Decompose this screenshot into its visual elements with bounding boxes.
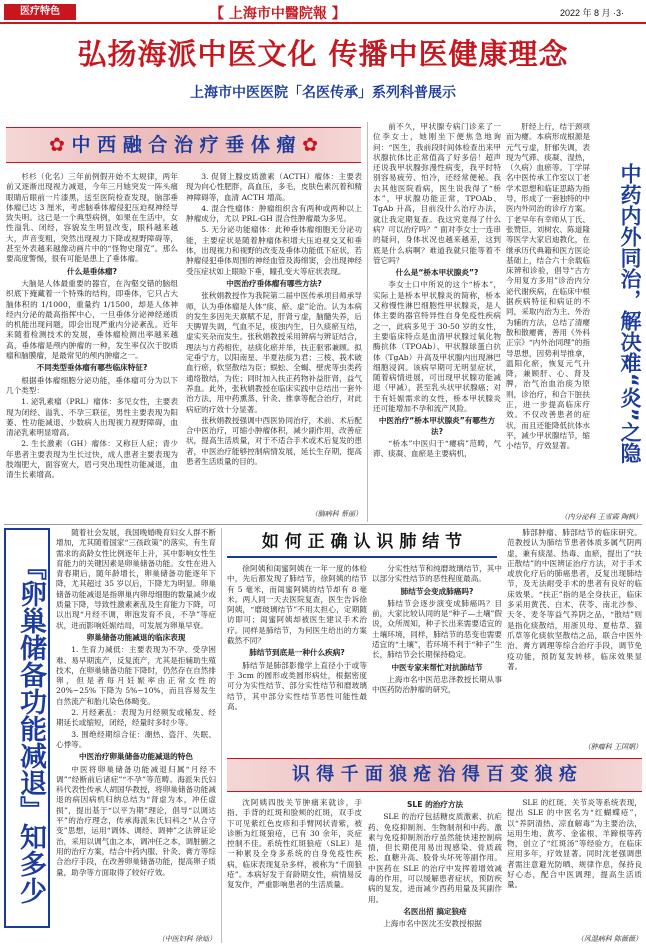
article1-intro: 杉杉（化名）三年前例假开始不太规律，两年前又逐渐出现视力减退，今年三月她突发一阵头痛眼睛后眼前一片漆黑，送至医院检查发现，脑部垂体瘤已达 3 厘米，考虑脑垂体瘤侵犯压迫视神经导致失明。这已是一个典型病例，如果在生活中，女性溢乳、闭经，容貌发生明显改变，眼科越来越大，声音变粗，突然出现视力下降或视野障碍等，甚至外表越来越像动画片中的“怪物史瑞克”。那么要高度警惕，很有可能是患上了垂体瘤。 <box>6 172 178 264</box>
article4-paragraph: 肺结节会逐步演变成肺癌吗？目前，大家比较认同的是“种子—土壤”假说，众所周知，种子长出来需要适宜的土壤环境，同样，肺结节的恶变也需要适宜的“土壤”，若环境不利于“种子”生长，肺结节会长期保持稳定。 <box>372 598 502 660</box>
issue-date: 2022 年 8 月 ·3· <box>560 8 625 18</box>
section-tag: 医疗特色 <box>4 4 76 20</box>
article4-paragraph: 徐阿姨和闺蜜阿姨在一年一度的体检中，先后都发现了肺结节，徐阿姨的结节有 5 毫米，而闺蜜阿姨的结节却有 8 毫米。两人同一天去医院复查，医生告诉徐阿姨，“磨玻璃结节”不用太担心，定期随访即可；闺蜜阿姨却被医生建议手术治疗。同样是肺结节，为何医生给出的方案截然不同？ <box>227 564 367 646</box>
article2-col2 <box>506 122 590 510</box>
article1-paragraph: 张秋娟教授强调中西医协同治疗，术前、术后配合中医治疗，可缩小肿瘤体积，减少副作用，改善症状，提高生活质量，对于不适合手术或术后复发的患者，中医治疗能够控制病情发展，延长生存期，提高患者生活质量的目的。 <box>186 415 362 467</box>
lead-title: 弘扬海派中医文化 传播中医健康理念 <box>77 37 569 71</box>
flower-icon: ✿ <box>48 134 72 156</box>
article1-col2 <box>186 172 362 508</box>
article5-byline: （风湿病科 陈薇薇） <box>576 935 642 943</box>
article5-paragraph: SLE 的治疗包括糖皮质激素、抗疟药、免疫抑制剂、生物制剂和中药。激素与免疫抑制剂治疗虽然能快速控制病情，但长期使用易出现感染、骨质疏松、血糖升高、股骨头坏死等副作用。中医药在 SLE 的治疗中发挥着增效减毒的作用，可以缓解患者症状，预防疾病的复发，进而减少西药用量及其副作用。 <box>368 812 502 904</box>
article4-paragraph: 上海市名中医范忠泽教授长期从事中医药防治肿瘤的研究， <box>372 674 502 695</box>
article3-title: 『卵巢储备功能减退』知多少 <box>4 528 50 928</box>
article1-title: 中 西 融 合 治 疗 垂 体 瘤 <box>71 134 296 156</box>
article5-paragraph: SLE 的红斑、关节炎等系统表现，提出 SLE 的中医名为“红蝴蝶疮”，以“养阴清热、凉血解毒”为主要治法，运用生地、黄芩、金雀根、羊蹄根等药物，创立了“红斑汤”等经验方，在临床应用多年，疗效显著。同时沈老强调患者需注意避光防晒、规律作息，保持良好心态，配合中医调理，提高生活质量。 <box>507 798 642 890</box>
article5-paragraph: 上海市名中医沈丕安教授根据 <box>383 919 482 929</box>
article5-col2 <box>368 798 502 938</box>
article2-heading: 中医治疗“桥本甲状腺炎”有哪些方法? <box>378 416 496 436</box>
article1-paragraph: 3. 促肾上腺皮质激素（ACTH）瘤体：主要表现为向心性肥胖，高血压，多毛，皮肤色素沉着和精神障碍等，血清 ACTH 增高。 <box>186 172 362 202</box>
article4-col3 <box>507 528 642 738</box>
article1-paragraph: 大脑是人体最重要的器官，在沟壑交错的脑组织底下掩藏着一个特殊的结构，即垂体，它只占大脑体积的 1/1000，重量约 1/1500，却是人体神经内分泌的最高指挥中心，一旦垂体分泌神经递质的机能出现问题，即会出现严重内分泌紊乱。近年来随着检测技术的发展，垂体瘤检测出率越来越高，垂体瘤是颅内肿瘤的一种，发生率仅次于胶质瘤和脑膜瘤，是最常见的颅内肿瘤之一。 <box>6 278 178 361</box>
article4-banner: 如 何 正 确 认 识 肺 结 节 <box>227 528 497 558</box>
article4-paragraph: 肺结节是肺部影像学上直径小于或等于 3cm 的圆形或类圆形病灶，根据密度可分为实性结节、部分实性结节和磨玻璃结节，其中部分实性结节恶性可能性最高。 <box>227 660 367 711</box>
article4-col1 <box>227 564 367 754</box>
article3-heading: 卵巢储备功能减退的临床表现 <box>86 632 186 642</box>
article4-byline: （肿瘤科 王国娟） <box>583 743 642 751</box>
article4-col2 <box>372 564 502 754</box>
article1-col1 <box>6 172 178 518</box>
article3-heading: 中医治疗卵巢储备功能减退的特色 <box>79 752 193 762</box>
article2-paragraph: “桥本”中医归于“瘿病”范畴，气滞、痰凝、血瘀是主要病机， <box>373 438 501 459</box>
article3-paragraph: 中医将卵巢储备功能减退归属“月经不调”“经断前后诸症”“不孕”等范畴。海派朱氏妇科代表性传承人胡国华教授，将卵巢储备功能减退的病因病机归纳总结为“肾虚为本，冲任虚损”，提出基于“以平为期”理论，倡导“以调达平”的治疗理念，传承海派朱氏妇科之“从合守变”思想，运用“调体、调经、调神”之法辨证论治，采用以调气血之本，调冲任之本，调脏腑之用的治疗方案，结合中药内服、针灸、膏方等综合治疗手段，在改善卵巢储备功能，提高卵子质量，助孕等方面取得了较好疗效。 <box>56 764 216 877</box>
masthead-logo: 【 上海市中醫院報 】 <box>210 6 346 22</box>
article1-paragraph: 5. 无分泌功能瘤体：此种垂体瘤细胞无分泌功能，主要症状是随着肿瘤体积增大压迫视交叉和垂体，出现视力和视野的改变及垂体功能低下症状，若肿瘤侵犯垂体周围的神经血管及海绵窦，会出现神经受压症状如上眼睑下垂，瞳孔变大等症状表现。 <box>186 225 362 276</box>
article3-paragraph: 1. 生育力减低：主要表现为不孕、受孕困难、易早期流产，反复流产，尤其是拒辅助生殖技术，在卵巢储备功能下降时，仍然存在自然排卵，但是者每月妊娠率由正常女性的 20%~25% 下降为 5%~10%，而且容易发生自然流产和胎儿染色体畸变。 <box>56 645 216 706</box>
article1-paragraph: 张秋娟教授作为我院第二届中医传承项目师承导师，认为垂体瘤是人体“痰、瘀、虚”论治。认为本病的发生多因先天禀赋不足，肝肾亏虚，脑髓失养，后天脾胃失调，气血不足，痰浊内生，日久痰瘀互结，虚实夹杂而发生。张秋娟教授采用辨病与辨证结合，理法与方药相佐，祛痰化瘀并举，扶正驱邪兼顾。拟定垂宁方，以阳南星、半夏祛痰为君；三棱、莪术破血行瘀，软坚散结为臣；蜈蚣、全蝎、壁虎等虫类药通络散结，为佐；同时加入扶正药物补益肝肾，益气养血。此外，张秋娟教授在临床实践中总结出一套外治方法，用中药熏蒸、针灸、推拿等配合治疗，对此病症的疗效十分显著。 <box>186 291 362 414</box>
article4-heading: 肺结节到底是一种什么疾病? <box>249 648 345 658</box>
article5-col3 <box>507 798 642 928</box>
article1-banner <box>6 127 361 163</box>
article3-paragraph: 随着社会发展，我国晚婚晚育妇女人群不断增加，尤其随着国家“三孩政策”的落实，有生育需求的高龄女性比例逐年上升，其中影响女性生育能力的关键因素是卵巢储备功能。女性在进入青春期后，随年龄增长，卵巢储备功能逐年下降，尤其超过 35 岁以后，下降尤为明显。卵巢储备功能减退是指卵巢内卵母细胞的数量减少或质量下降，导致性激素紊乱及生育能力下降，可以出现“月经不调，卵泡发育不良，不孕”等症状，进而影响妊娠结局，可发展为卵巢早衰。 <box>56 528 216 630</box>
article2-paragraph: 肝经上行，结于颈项而为瘿。本病形成根源是元气亏虚，肝郁失调，表现为气滞、痰凝、湿热，（久病）血瘀等。丁学屏名中医传承工作室以丁老学术思想和临证思路为指导，形成了一套独特的中医内外同治的诊疗方案。丁老早年有幸师从丁氏、张赞臣、刘树农、陈道隆等医学大家启迪教化，在继承历代典籍和医方医论基础上，结合六十余载临床辨和诊验，倡导“古方今用复方多用”诊治内分泌代谢疾病，在临床中根据疾病特征和病证的不同，采取内治为主、外治为辅的方法，总结了清瘿散和散瘿膏，善用《外科正宗》“内外治同理”的指导思想，因势利导推拿，温阳化瘀，恢复元气升降，兼顾肝、心、肾及脾，治气治血治痰为原则，诊治疗，和合下脏扶正，进一步提高临床疗效。不仅改善患者的症状，而且还能降低抗体水平，减少甲状腺结节，缩小结节，疗效显著。 <box>506 122 590 451</box>
article2-paragraph: 前不久，甲状腺专病门诊来了一位李女士，她刚坐下便焦急地询问：“医生，我前段时间体检查出来甲状腺抗体比正常值高了好多倍！超声还说我甲状腺弥漫性病变，我平时特别容易疲劳、怕冷，还经常便秘。我去其他医院看病，医生说我得了“桥本”，甲状腺功能正常，TPOAb、TgAb 升高，目前没什么治疗办法，就让我定期复查。我这究竟得了什么病？可以治疗吗？” 面对李女士一连串的疑问，身体状况也越来越差，这到底是什么病啊？难道我就只能等着不管它吗？ <box>373 122 501 265</box>
article1-paragraph: 4. 混合性瘤体：肿瘤组织含有两种或两种以上肿瘤成分，尤以 PRL-GH 混合性肿瘤最为多见。 <box>186 203 362 224</box>
section-divider <box>4 524 642 525</box>
article5-heading: SLE 的治疗方法 <box>406 800 464 809</box>
article1-heading: 不同类型垂体瘤有哪些临床特征? <box>36 363 148 373</box>
article3-byline: （中医妇科 徐灿） <box>157 935 216 943</box>
article5-heading: 名医出招 搞定狼疮 <box>403 906 467 916</box>
column-divider <box>367 122 368 522</box>
article1-byline: （脑病科 蔡丽） <box>310 510 362 518</box>
header-rule <box>0 22 646 24</box>
article4-heading: 中医专家来帮忙对抗肺结节 <box>391 662 483 672</box>
article4-paragraph: 分实性结节和纯磨玻璃结节，其中以部分实性结节的恶性程度最高。 <box>372 564 502 584</box>
article3-paragraph: 3. 围绝经期综合征：潮热、盗汗、失眠、心悸等。 <box>56 729 216 749</box>
article1-heading: 什么是垂体瘤? <box>67 266 117 276</box>
article1-paragraph: 根据垂体瘤细胞分泌功能，垂体瘤可分为以下几个类型： <box>6 375 178 395</box>
article1-heading: 中医治疗垂体瘤有哪些方法? <box>226 278 322 288</box>
article4-heading: 肺结节会变成肺癌吗? <box>400 586 474 596</box>
lead-subtitle: 上海市中医医院「名医传承」系列科普展示 <box>190 85 456 101</box>
article2-col1 <box>373 122 501 512</box>
article2-heading: 什么是“桥本甲状腺炎”? <box>395 268 479 278</box>
article1-paragraph: 2. 生长激素（GH）瘤体：又称巨人症；青少年患者主要表现为生长过快，成人患者主要表现为肢端肥大，面容宽大，眉弓突出现性功能减退，血清生长素增高。 <box>6 439 178 480</box>
article3-paragraph: 2. 月经紊乱：表现为月经频发或稀发、经期延长或缩短，闭经，经量时多时少等。 <box>56 708 216 728</box>
article5-banner: 识 得 千 面 狼 疮 治 得 百 变 狼 疮 <box>227 758 642 792</box>
article2-title: 中药内外同治，解决难“炎”之隐 <box>618 162 642 464</box>
article2-byline: （内分泌科 王雪霞 陶枫） <box>560 513 642 521</box>
article3-body <box>56 528 216 933</box>
article1-paragraph: 1. 泌乳素瘤（PRL）瘤体：多见女性，主要表现为闭经、溢乳、不孕三联征，男性主要表现为阳萎、性功能减退、少数病人出现视力视野障碍，血清泌乳素明显增高。 <box>6 397 178 438</box>
article5-paragraph: 沈阿姨四肢关节肿痛来就诊，手指、手背的红斑和脸颊的红斑，双手皮下可见紫红色皮疹和手臂网状青紫，被诊断为红斑狼疮，已有 30 余年，炎症控制不佳。系统性红斑狼疮（SLE）是一种累及全身多系统的自身免疫性疾病，临床表现复杂多样，被称为“千面狼疮”。本病好发于育龄期女性，病情易反复发作，严重影响患者的生活质量。 <box>227 798 362 890</box>
article2-paragraph: 李女士口中所说的这个“桥本”，实际上是桥本甲状腺炎的简称，桥本又称慢性淋巴细胞性甲状腺炎，是人体主要的器官特异性自身免疫性疾病之一，此病多见于 30-50 岁的女性，主要临床特点是血清甲状腺过氧化物酶抗体（TPOAb）、甲状腺球蛋白抗体（TgAb）升高及甲状腺内出现淋巴细胞浸润。该病早期可无明显症状，随着病情进展，可出现甲状腺功能减退（甲减），甚至乳头状甲状腺癌；对于有妊娠需求的女性，桥本甲状腺炎还可能增加不孕和流产风险。 <box>373 280 501 414</box>
flower-icon: ✿ <box>295 134 318 156</box>
article4-paragraph: 肺部肿瘤、肺部结节的临床研究。范教授认为肺结节患者体质多属气阴两虚，兼有痰湿、热毒、血瘀，提出了“扶正散结”的中医辨证治疗方法，对于手术或放化疗后的肺癌患者，反复出现肺结节，及无法耐受手术的患者有良好的临床效果。“扶正”指的是全身扶正，临床多采用黄芪、白术、茯苓、南北沙参、天冬、麦冬等益气养阴之品，“散结”则是指化痰散结，用浙贝母、夏枯草、猫爪草等化痰软坚散结之品，联合中医外治、膏方调理等综合治疗手段，调节免疫功能，预防复发转移，临床效果显著。 <box>507 528 642 671</box>
article5-col1 <box>227 798 362 934</box>
column-divider <box>221 528 222 943</box>
